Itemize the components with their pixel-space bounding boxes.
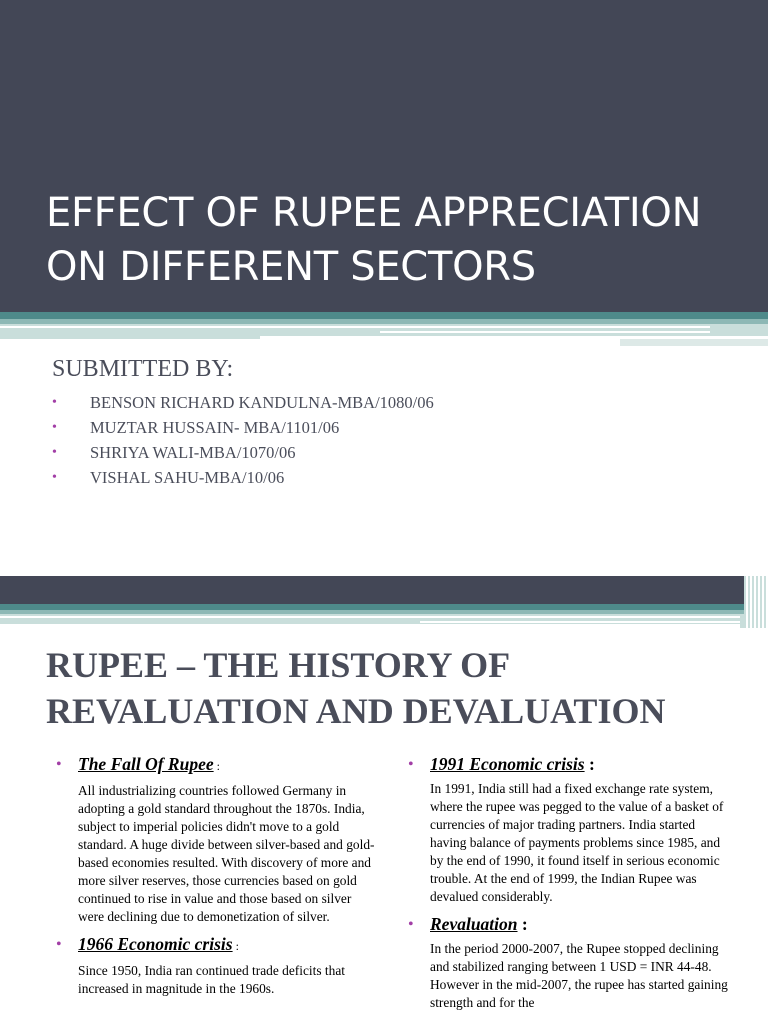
submitted-by-heading: SUBMITTED BY:: [52, 356, 234, 382]
section-text: Since 1950, India ran continued trade deficits that increased in magnitude in the 1960s.: [78, 963, 345, 996]
author-item: • SHRIYA WALI-MBA/1070/06: [52, 440, 434, 465]
section-text: In 1991, India still had a fixed exchange rate system, where the rupee was pegged to the value of a basket of currencies of major trading partners. India started having balance of payments problems since 1985, and by the end of 1990, it found itself in serious economic trouble. At the end of 1999, the Indian Rupee was devalued considerably.: [430, 781, 724, 904]
slide-title: [46, 186, 756, 294]
right-column: [408, 752, 728, 1018]
author-list: [52, 390, 434, 490]
left-column: [56, 752, 376, 1004]
author-item: • MUZTAR HUSSAIN- MBA/1101/06: [52, 415, 434, 440]
slide-title-line1: RUPEE – THE HISTORY OF: [46, 645, 511, 685]
corner-lines: [744, 576, 768, 628]
slide-title-line1: EFFECT OF RUPEE APPRECIATION: [46, 190, 702, 236]
white-block: [0, 339, 620, 344]
history-slide: [0, 576, 768, 1024]
white-block: [0, 624, 740, 628]
section-heading: • 1991 Economic crisis :: [408, 752, 728, 776]
author-item: • VISHAL SAHU-MBA/10/06: [52, 465, 434, 490]
pale-stripe-end: [620, 339, 768, 346]
section-text: In the period 2000-2007, the Rupee stopped declining and stabilized ranging between 1 USD = INR 44-48. However in the mid-2007, the rupee has started gaining strength and for the: [430, 941, 728, 1010]
slide-title: [46, 642, 746, 734]
author-item: • BENSON RICHARD KANDULNA-MBA/1080/06: [52, 390, 434, 415]
bullet-icon: •: [408, 756, 414, 773]
bullet-icon: •: [408, 916, 414, 933]
bullet-icon: •: [52, 395, 57, 410]
section-heading: • Revaluation :: [408, 912, 728, 936]
section-heading: • 1966 Economic crisis :: [56, 932, 376, 958]
section-heading: • The Fall Of Rupee :: [56, 752, 376, 778]
slide-title-line2: ON DIFFERENT SECTORS: [46, 244, 536, 290]
teal-stripe: [0, 312, 768, 319]
white-line: [420, 621, 740, 623]
white-line: [0, 326, 710, 328]
section-text: All industrializing countries followed Germany in adopting a gold standard throughout the 1870s. India, subject to imperial policies didn't move to a gold standard. A huge divide between silver-based and gold-based economies resulted. With discovery of more and more silver reserves, those currencies based on gold continued to rise in value and those based on silver were declining due to demonetization of silver.: [78, 783, 375, 924]
top-band: [0, 576, 768, 604]
slide-title-line2: REVALUATION AND DEVALUATION: [46, 691, 666, 731]
bullet-icon: •: [52, 470, 57, 485]
white-line: [380, 331, 710, 333]
bullet-icon: •: [56, 936, 62, 953]
bullet-icon: •: [56, 756, 62, 773]
slide-gap: [0, 560, 768, 576]
white-line: [0, 616, 740, 618]
bullet-icon: •: [52, 445, 57, 460]
bullet-icon: •: [52, 420, 57, 435]
